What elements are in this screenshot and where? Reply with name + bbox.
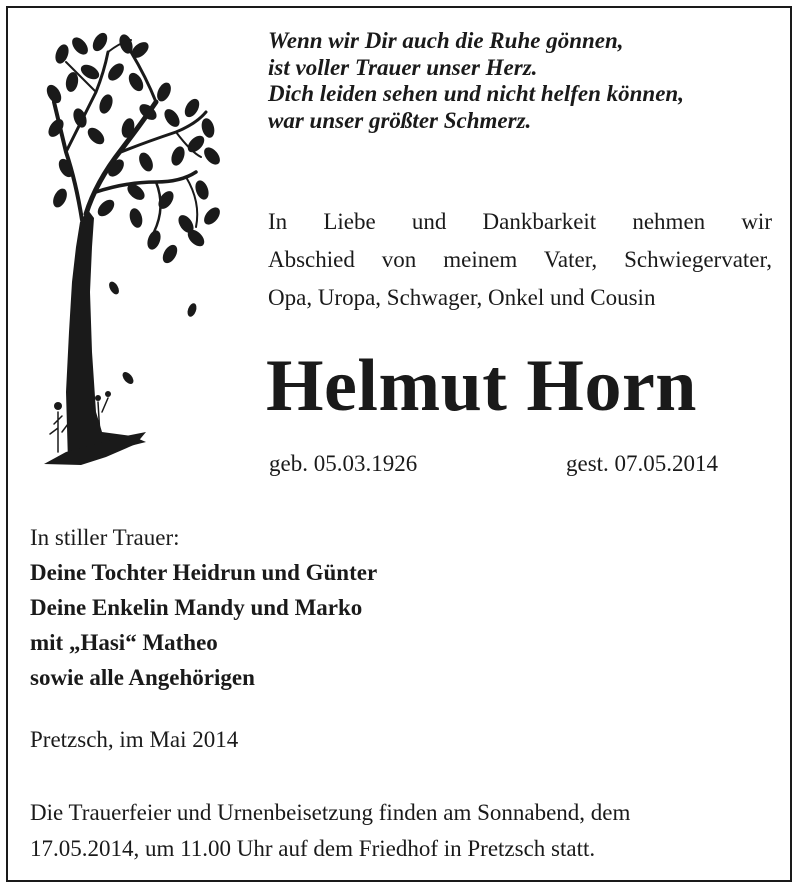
tree-illustration-icon: [36, 32, 226, 472]
mourner-line: mit „Hasi“ Matheo: [30, 630, 218, 655]
death-date: gest. 07.05.2014: [566, 451, 719, 476]
service-notice: [30, 795, 770, 867]
intro-line: In Liebe und Dankbarkeit nehmen wir: [268, 209, 772, 234]
verse-line: ist voller Trauer unser Herz.: [268, 54, 538, 80]
mourners-heading: In stiller Trauer:: [30, 525, 180, 550]
service-line: Die Trauerfeier und Urnenbeisetzung finden am Sonnabend, dem: [30, 800, 631, 825]
deceased-name: Helmut Horn: [266, 345, 697, 427]
mourner-line: Deine Enkelin Mandy und Marko: [30, 595, 363, 620]
service-line: 17.05.2014, um 11.00 Uhr auf dem Friedhof in Pretzsch statt.: [30, 836, 596, 861]
mourner-line: Deine Tochter Heidrun und Günter: [30, 560, 378, 585]
intro-line: Opa, Uropa, Schwager, Onkel und Cousin: [268, 285, 656, 310]
place-date: Pretzsch, im Mai 2014: [30, 727, 239, 752]
mourners-list: [30, 520, 377, 695]
birth-date: geb. 05.03.1926: [269, 451, 418, 476]
memorial-verse: [268, 28, 684, 134]
farewell-intro: [268, 203, 772, 317]
verse-line: Wenn wir Dir auch die Ruhe gönnen,: [268, 28, 624, 53]
verse-line: war unser größter Schmerz.: [268, 107, 532, 133]
verse-line: Dich leiden sehen und nicht helfen können,: [268, 81, 684, 106]
mourner-line: sowie alle Angehörigen: [30, 665, 255, 690]
intro-line: Abschied von meinem Vater, Schwiegervater,: [268, 247, 772, 272]
